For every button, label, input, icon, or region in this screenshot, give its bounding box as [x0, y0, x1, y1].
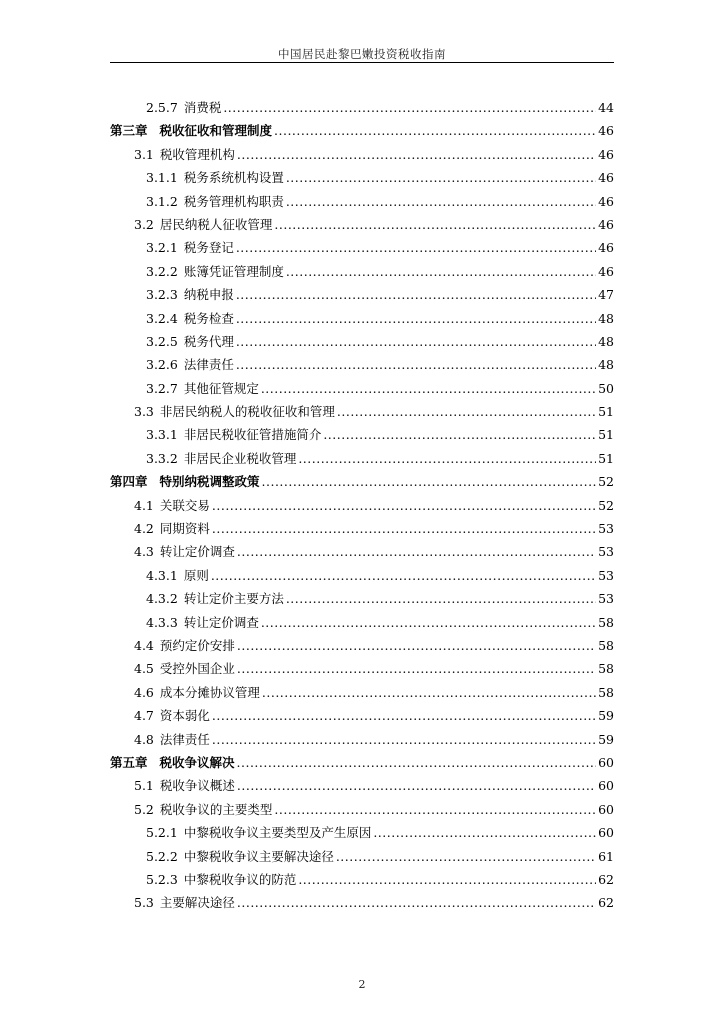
- toc-entry-number: 3.2.3: [146, 287, 178, 303]
- toc-entry[interactable]: [110, 168, 614, 191]
- toc-dot-leader: [236, 287, 596, 302]
- toc-dot-leader: [212, 708, 596, 723]
- toc-entry[interactable]: [110, 496, 614, 519]
- toc-dot-leader: [237, 638, 596, 653]
- toc-entry-page: 60: [598, 801, 614, 817]
- toc-entry-title: 转让定价调查: [159, 544, 235, 560]
- toc-dot-leader: [262, 474, 597, 489]
- toc-entry-page: 60: [598, 778, 614, 794]
- toc-entry-page: 53: [598, 591, 614, 607]
- toc-entry[interactable]: [110, 98, 614, 121]
- toc-entry[interactable]: [110, 613, 614, 636]
- toc-entry-page: 52: [598, 474, 614, 490]
- toc-dot-leader: [298, 451, 596, 466]
- toc-entry-title: 非居民纳税人的税收征收和管理: [159, 404, 335, 420]
- toc-entry-number: 3.1: [134, 146, 154, 162]
- toc-entry-number: 4.6: [134, 684, 154, 700]
- toc-entry-page: 46: [598, 123, 614, 139]
- toc-entry-number: 5.2.2: [146, 848, 178, 864]
- toc-entry-page: 50: [598, 380, 614, 396]
- toc-entry[interactable]: [110, 800, 614, 823]
- toc-entry-title: 税务检查: [183, 310, 234, 326]
- toc-entry-page: 46: [598, 170, 614, 186]
- toc-entry[interactable]: [110, 776, 614, 799]
- toc-entry-title: 主要解决途径: [159, 895, 235, 911]
- toc-entry-page: 62: [598, 871, 614, 887]
- toc-entry[interactable]: [110, 192, 614, 215]
- toc-entry-page: 51: [598, 404, 614, 420]
- toc-entry-page: 59: [598, 708, 614, 724]
- toc-entry-number: 第三章: [110, 123, 148, 139]
- toc-dot-leader: [337, 404, 596, 419]
- toc-dot-leader: [298, 872, 596, 887]
- toc-entry-title: 特别纳税调整政策: [159, 474, 260, 490]
- toc-entry-title: 税收争议解决: [159, 754, 235, 770]
- toc-entry-number: 3.2.2: [146, 263, 178, 279]
- toc-dot-leader: [236, 240, 596, 255]
- toc-entry-page: 46: [598, 263, 614, 279]
- toc-dot-leader: [236, 334, 596, 349]
- toc-entry-title: 居民纳税人征收管理: [159, 216, 273, 232]
- toc-dot-leader: [237, 661, 596, 676]
- toc-entry-title: 税收管理机构: [159, 146, 235, 162]
- toc-dot-leader: [261, 615, 596, 630]
- toc-entry-title: 同期资料: [159, 521, 210, 537]
- toc-entry-title: 法律责任: [183, 357, 234, 373]
- toc-entry-number: 4.3: [134, 544, 154, 560]
- toc-dot-leader: [286, 264, 596, 279]
- toc-entry-page: 53: [598, 521, 614, 537]
- toc-entry-page: 46: [598, 193, 614, 209]
- toc-entry-title: 税务代理: [183, 333, 234, 349]
- toc-entry-page: 48: [598, 310, 614, 326]
- toc-entry[interactable]: [110, 659, 614, 682]
- toc-entry-title: 其他征管规定: [183, 380, 259, 396]
- toc-entry-page: 58: [598, 614, 614, 630]
- toc-entry-title: 成本分摊协议管理: [159, 684, 260, 700]
- toc-entry-title: 原则: [183, 567, 209, 583]
- toc-entry-title: 税收争议的主要类型: [159, 801, 273, 817]
- toc-entry-title: 税收争议概述: [159, 778, 235, 794]
- toc-entry-number: 3.3: [134, 404, 154, 420]
- toc-entry[interactable]: [110, 706, 614, 729]
- toc-entry-number: 第四章: [110, 474, 148, 490]
- toc-entry-number: 4.7: [134, 708, 154, 724]
- toc-entry[interactable]: [110, 449, 614, 472]
- toc-entry[interactable]: [110, 402, 614, 425]
- toc-dot-leader: [223, 100, 596, 115]
- toc-entry-number: 3.1.2: [146, 193, 178, 209]
- toc-entry-number: 4.3.3: [146, 614, 178, 630]
- toc-entry[interactable]: [110, 332, 614, 355]
- toc-entry[interactable]: [110, 121, 614, 144]
- toc-entry-title: 中黎税收争议的防范: [183, 871, 297, 887]
- toc-dot-leader: [212, 498, 596, 513]
- toc-entry-page: 51: [598, 427, 614, 443]
- toc-entry[interactable]: [110, 893, 614, 916]
- toc-entry-number: 第五章: [110, 754, 148, 770]
- toc-entry[interactable]: [110, 355, 614, 378]
- toc-dot-leader: [261, 381, 596, 396]
- toc-entry-title: 中黎税收争议主要解决途径: [183, 848, 334, 864]
- toc-entry-page: 60: [598, 825, 614, 841]
- toc-entry[interactable]: [110, 425, 614, 448]
- toc-entry-number: 3.2.1: [146, 240, 178, 256]
- toc-entry-number: 3.2.6: [146, 357, 178, 373]
- toc-dot-leader: [236, 311, 596, 326]
- toc-entry-number: 4.5: [134, 661, 154, 677]
- toc-dot-leader: [212, 521, 596, 536]
- toc-entry[interactable]: [110, 683, 614, 706]
- toc-entry-number: 5.2: [134, 801, 154, 817]
- toc-entry-number: 4.3.1: [146, 567, 178, 583]
- table-of-contents: [110, 98, 614, 917]
- toc-entry-title: 税务管理机构职责: [183, 193, 284, 209]
- toc-entry[interactable]: [110, 472, 614, 495]
- toc-entry-number: 4.3.2: [146, 591, 178, 607]
- toc-entry-page: 58: [598, 661, 614, 677]
- toc-dot-leader: [236, 357, 596, 372]
- toc-entry-page: 53: [598, 544, 614, 560]
- toc-entry-page: 51: [598, 450, 614, 466]
- header-rule: [110, 62, 614, 63]
- toc-entry-number: 3.2.7: [146, 380, 178, 396]
- toc-entry[interactable]: [110, 238, 614, 261]
- toc-entry-page: 46: [598, 146, 614, 162]
- toc-entry[interactable]: [110, 636, 614, 659]
- running-header: 中国居民赴黎巴嫩投资税收指南: [278, 47, 446, 61]
- toc-entry-page: 59: [598, 731, 614, 747]
- toc-dot-leader: [286, 591, 596, 606]
- toc-entry-number: 5.3: [134, 895, 154, 911]
- toc-entry-title: 中黎税收争议主要类型及产生原因: [183, 825, 372, 841]
- toc-dot-leader: [237, 544, 596, 559]
- toc-entry-page: 60: [598, 754, 614, 770]
- page-number: 2: [358, 978, 366, 991]
- toc-dot-leader: [237, 895, 596, 910]
- toc-entry-number: 5.2.3: [146, 871, 178, 887]
- toc-entry-title: 关联交易: [159, 497, 210, 513]
- toc-entry-title: 纳税申报: [183, 287, 234, 303]
- toc-dot-leader: [274, 123, 596, 138]
- toc-entry[interactable]: [110, 847, 614, 870]
- toc-entry-number: 5.2.1: [146, 825, 178, 841]
- toc-dot-leader: [274, 217, 596, 232]
- toc-entry-title: 税务系统机构设置: [183, 170, 284, 186]
- toc-dot-leader: [237, 778, 596, 793]
- toc-entry-title: 税务登记: [183, 240, 234, 256]
- toc-entry[interactable]: [110, 215, 614, 238]
- toc-dot-leader: [237, 755, 597, 770]
- toc-entry-title: 转让定价主要方法: [183, 591, 284, 607]
- toc-dot-leader: [237, 147, 596, 162]
- toc-entry[interactable]: [110, 870, 614, 893]
- toc-dot-leader: [211, 568, 596, 583]
- toc-entry-title: 消费税: [183, 100, 222, 115]
- toc-entry-page: 47: [598, 287, 614, 303]
- toc-entry-number: 5.1: [134, 778, 154, 794]
- toc-entry-page: 62: [598, 895, 614, 911]
- toc-entry-title: 预约定价安排: [159, 637, 235, 653]
- toc-entry-number: 3.2: [134, 216, 154, 232]
- toc-entry-title: 账簿凭证管理制度: [183, 263, 284, 279]
- toc-entry-number: 3.2.5: [146, 333, 178, 349]
- toc-entry[interactable]: [110, 379, 614, 402]
- toc-dot-leader: [373, 825, 596, 840]
- toc-entry[interactable]: [110, 285, 614, 308]
- toc-entry-page: 44: [598, 100, 614, 115]
- toc-entry-page: 58: [598, 637, 614, 653]
- toc-entry[interactable]: [110, 730, 614, 753]
- toc-entry-number: 3.3.1: [146, 427, 178, 443]
- toc-entry-number: 4.4: [134, 637, 154, 653]
- toc-entry-number: 3.3.2: [146, 450, 178, 466]
- toc-entry-title: 转让定价调查: [183, 614, 259, 630]
- toc-entry-number: 4.1: [134, 497, 154, 513]
- toc-entry-page: 58: [598, 684, 614, 700]
- toc-dot-leader: [274, 802, 596, 817]
- toc-entry-number: 4.8: [134, 731, 154, 747]
- toc-entry[interactable]: [110, 823, 614, 846]
- toc-entry[interactable]: [110, 753, 614, 776]
- toc-entry-page: 61: [598, 848, 614, 864]
- toc-entry-number: 3.2.4: [146, 310, 178, 326]
- toc-entry-page: 52: [598, 497, 614, 513]
- toc-entry[interactable]: [110, 566, 614, 589]
- toc-entry-page: 48: [598, 357, 614, 373]
- toc-entry-title: 非居民企业税收管理: [183, 450, 297, 466]
- toc-dot-leader: [323, 427, 596, 442]
- toc-entry[interactable]: [110, 309, 614, 332]
- toc-entry-title: 非居民税收征管措施简介: [183, 427, 322, 443]
- toc-entry[interactable]: [110, 262, 614, 285]
- toc-entry-number: 3.1.1: [146, 170, 178, 186]
- toc-entry-number: 4.2: [134, 521, 154, 537]
- toc-dot-leader: [286, 170, 596, 185]
- toc-entry-title: 受控外国企业: [159, 661, 235, 677]
- toc-dot-leader: [262, 685, 596, 700]
- toc-dot-leader: [212, 732, 596, 747]
- toc-entry[interactable]: [110, 519, 614, 542]
- toc-entry-title: 税收征收和管理制度: [159, 123, 273, 139]
- toc-entry-page: 53: [598, 567, 614, 583]
- toc-entry[interactable]: [110, 542, 614, 565]
- toc-entry-page: 46: [598, 240, 614, 256]
- toc-dot-leader: [286, 194, 596, 209]
- toc-entry-title: 资本弱化: [159, 708, 210, 724]
- toc-entry[interactable]: [110, 145, 614, 168]
- toc-entry-page: 48: [598, 333, 614, 349]
- toc-entry-page: 46: [598, 216, 614, 232]
- toc-entry-title: 法律责任: [159, 731, 210, 747]
- toc-entry[interactable]: [110, 589, 614, 612]
- toc-entry-number: 2.5.7: [146, 100, 178, 115]
- toc-dot-leader: [336, 849, 596, 864]
